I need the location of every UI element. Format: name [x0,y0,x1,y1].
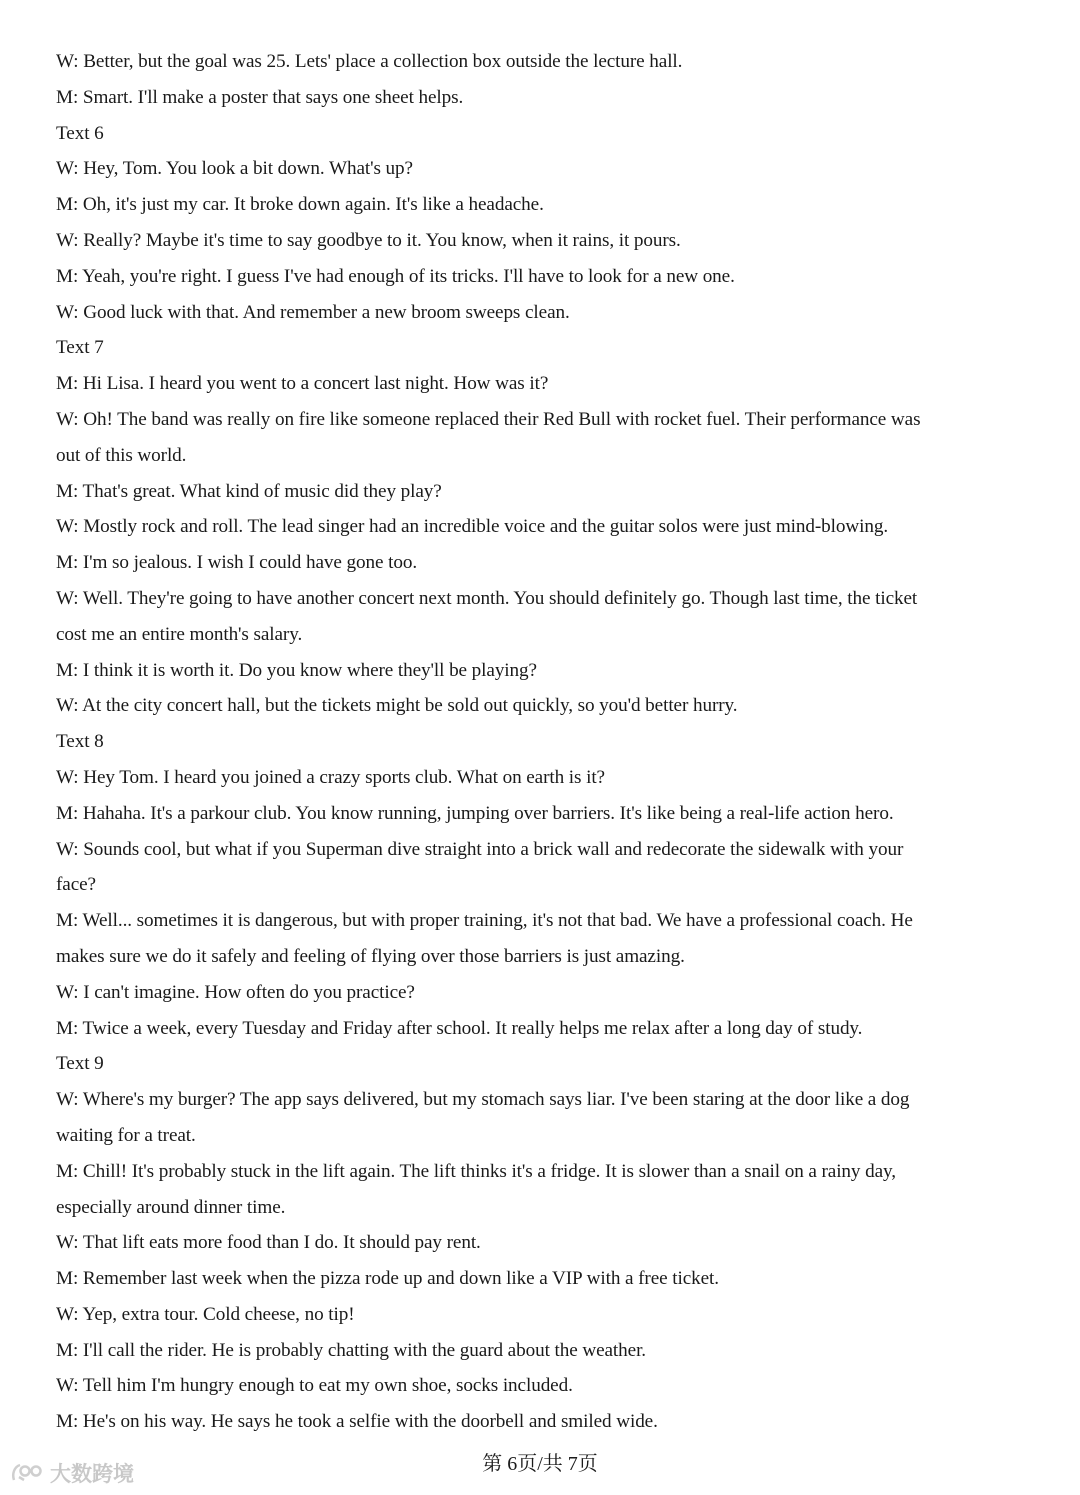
watermark-text: 大数跨境 [50,1462,134,1486]
text-line: out of this world. [56,444,187,466]
text-line: especially around dinner time. [56,1196,286,1218]
text-line: W: Well. They're going to have another concert next month. You should definitely go. Though last time, the ticket [56,587,918,609]
text-line: M: Chill! It's probably stuck in the lift again. The lift thinks it's a fridge. It is slower than a snail on a rainy day, [56,1160,896,1182]
text-line: W: Good luck with that. And remember a new broom sweeps clean. [56,301,570,323]
text-line: M: I'm so jealous. I wish I could have gone too. [56,552,418,574]
text-line: makes sure we do it safely and feeling of flying over those barriers is just amazing. [56,945,685,967]
text-line: M: Hahaha. It's a parkour club. You know running, jumping over barriers. It's like being a real-life action hero. [56,802,894,824]
text-line: W: Where's my burger? The app says delivered, but my stomach says liar. I've been staring at the door like a dog [56,1089,910,1111]
text-line: W: Hey, Tom. You look a bit down. What's up? [56,158,413,180]
text-line: W: Oh! The band was really on fire like someone replaced their Red Bull with rocket fuel. Their performance was [56,408,921,430]
text-line: M: Well... sometimes it is dangerous, but with proper training, it's not that bad. We have a professional coach. He [56,910,913,932]
text-line: waiting for a treat. [56,1124,196,1146]
page-number: 第 6页/共 7页 [482,1453,598,1475]
document-page [56,44,1021,1440]
section-heading: Text 8 [56,731,104,753]
text-line: M: I'll call the rider. He is probably chatting with the guard about the weather. [56,1339,647,1361]
text-line: M: Yeah, you're right. I guess I've had enough of its tricks. I'll have to look for a new one. [56,265,735,287]
logo-icon [10,1462,46,1484]
text-line: M: That's great. What kind of music did they play? [56,480,442,502]
text-line: W: That lift eats more food than I do. It should pay rent. [56,1232,481,1254]
text-line: W: Sounds cool, but what if you Superman dive straight into a brick wall and redecorate the sidewalk with your [56,838,904,860]
text-line: M: He's on his way. He says he took a selfie with the doorbell and smiled wide. [56,1411,658,1433]
text-line: W: Yep, extra tour. Cold cheese, no tip! [56,1303,355,1325]
text-line: face? [56,874,96,896]
text-line: M: Hi Lisa. I heard you went to a concert last night. How was it? [56,373,549,395]
text-line: W: Hey Tom. I heard you joined a crazy sports club. What on earth is it? [56,766,605,788]
text-line: W: Better, but the goal was 25. Lets' place a collection box outside the lecture hall. [56,51,683,72]
text-line: W: At the city concert hall, but the tickets might be sold out quickly, so you'd better hurry. [56,695,738,717]
text-line: W: Mostly rock and roll. The lead singer had an incredible voice and the guitar solos were just mind-blowing. [56,516,889,538]
text-line: W: Tell him I'm hungry enough to eat my own shoe, socks included. [56,1375,573,1397]
section-heading: Text 7 [56,337,104,359]
text-line: M: I think it is worth it. Do you know where they'll be playing? [56,659,537,681]
watermark [10,1458,134,1488]
text-line: M: Remember last week when the pizza rode up and down like a VIP with a free ticket. [56,1268,719,1290]
text-line: M: Twice a week, every Tuesday and Friday after school. It really helps me relax after a long day of study. [56,1017,863,1039]
section-heading: Text 6 [56,122,104,144]
text-line: M: Oh, it's just my car. It broke down again. It's like a headache. [56,194,544,216]
text-line: cost me an entire month's salary. [56,623,303,645]
text-line: W: I can't imagine. How often do you practice? [56,981,415,1003]
section-heading: Text 9 [56,1053,104,1075]
text-line: M: Smart. I'll make a poster that says one sheet helps. [56,86,464,108]
text-line: W: Really? Maybe it's time to say goodbye to it. You know, when it rains, it pours. [56,229,681,251]
